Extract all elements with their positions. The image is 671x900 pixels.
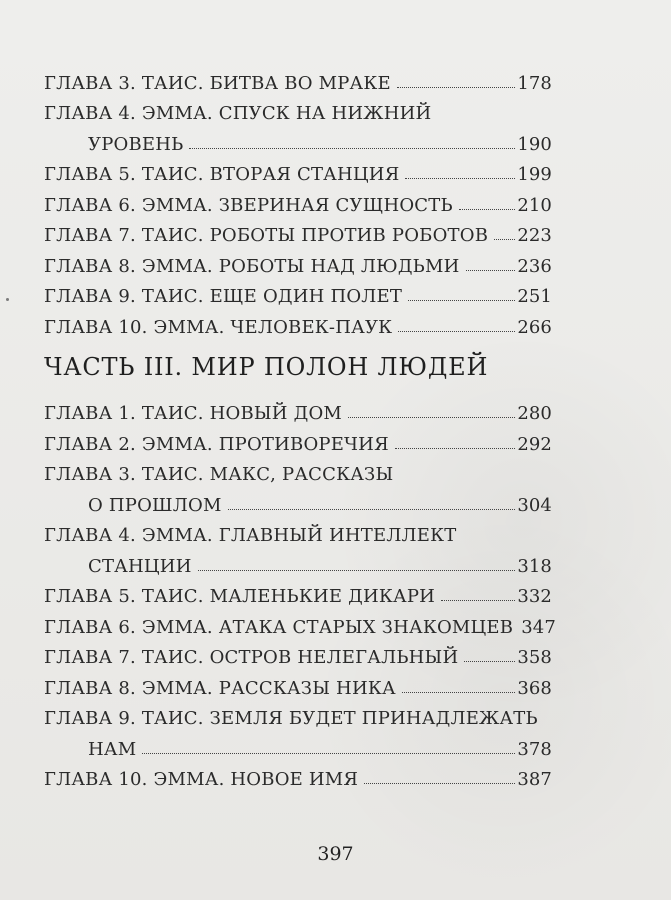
toc-entry-label: О ПРОШЛОМ [88,494,222,516]
dot-leader [402,692,516,693]
toc-entry-label: ГЛАВА 8. ЭММА. РАССКАЗЫ НИКА [44,677,396,699]
toc-entry-page: 223 [517,225,552,246]
dot-leader [464,661,515,662]
toc-entry-label: ГЛАВА 5. ТАИС. МАЛЕНЬКИЕ ДИКАРИ [44,586,436,607]
toc-entry-label: УРОВЕНЬ [88,133,184,155]
dot-leader [142,753,515,754]
toc-entry-page: 251 [517,286,552,307]
toc-entry-5 [44,215,552,246]
toc-entry-page: 332 [517,586,552,607]
table-of-contents [44,62,556,790]
toc-entry-label: СТАНЦИИ [88,555,192,577]
toc-entry-page: 378 [517,738,552,760]
toc-entry-2-line-1 [44,93,552,124]
toc-entry-label: ГЛАВА 9. ТАИС. ЕЩЕ ОДИН ПОЛЕТ [44,286,403,307]
part3-entry-5 [44,576,552,607]
toc-entry-page: 280 [517,403,552,424]
toc-entry-label: ГЛАВА 5. ТАИС. ВТОРАЯ СТАНЦИЯ [44,164,400,185]
toc-entry-page: 318 [517,555,552,577]
toc-entry-2-line-2 [44,123,552,154]
dot-leader [348,417,515,418]
part3-entry-8 [44,667,552,698]
toc-entry-1 [44,62,552,93]
part3-entry-1 [44,393,552,424]
print-speck [6,298,9,301]
toc-entry-label: ГЛАВА 6. ЭММА. АТАКА СТАРЫХ ЗНАКОМЦЕВ [44,616,514,638]
dot-leader [494,239,515,240]
dot-leader [405,178,515,179]
dot-leader [364,783,515,784]
dot-leader [397,87,515,88]
dot-leader [395,448,516,449]
part3-entry-2 [44,423,552,454]
toc-entry-6 [44,245,552,276]
toc-entry-label: ГЛАВА 8. ЭММА. РОБОТЫ НАД ЛЮДЬМИ [44,255,460,277]
toc-entry-3 [44,154,552,185]
toc-entry-page: 266 [517,316,552,338]
toc-entry-page: 304 [517,494,552,516]
dot-leader [398,331,515,332]
part3-entry-9-line-2 [44,728,552,759]
toc-entry-page: 190 [517,133,552,155]
dot-leader [408,300,515,301]
toc-entry-label: ГЛАВА 1. ТАИС. НОВЫЙ ДОМ [44,403,343,424]
part3-entry-9-line-1 [44,698,552,729]
toc-entry-label: НАМ [88,738,137,760]
toc-entry-page: 292 [517,433,552,455]
page-number: 397 [317,843,354,865]
toc-entry-page: 236 [517,255,552,277]
toc-entry-label: ГЛАВА 6. ЭММА. ЗВЕРИНАЯ СУЩНОСТЬ [44,194,453,216]
toc-entry-4 [44,184,552,215]
part3-entry-6 [44,606,556,638]
toc-entry-7 [44,276,552,307]
dot-leader [441,600,515,601]
toc-entry-label: ГЛАВА 3. ТАИС. МАКС, РАССКАЗЫ [44,464,394,485]
toc-entry-page: 199 [517,164,552,185]
dot-leader [228,509,516,510]
toc-entry-label: ГЛАВА 7. ТАИС. ОСТРОВ НЕЛЕГАЛЬНЫЙ [44,647,459,668]
toc-entry-page: 210 [517,194,552,216]
toc-entry-label: ГЛАВА 10. ЭММА. НОВОЕ ИМЯ [44,769,359,790]
toc-entry-page: 387 [517,769,552,790]
toc-entry-page: 358 [517,647,552,668]
toc-entry-label: ГЛАВА 7. ТАИС. РОБОТЫ ПРОТИВ РОБОТОВ [44,225,489,246]
part3-entry-4-line-2 [44,545,552,576]
dot-leader [466,270,516,271]
section-heading: ЧАСТЬ III. МИР ПОЛОН ЛЮДЕЙ [44,352,489,381]
dot-leader [189,148,515,149]
toc-entry-label: ГЛАВА 10. ЭММА. ЧЕЛОВЕК-ПАУК [44,316,393,338]
toc-entry-label: ГЛАВА 9. ТАИС. ЗЕМЛЯ БУДЕТ ПРИНАДЛЕЖАТЬ [44,708,538,729]
toc-entry-label: ГЛАВА 3. ТАИС. БИТВА ВО МРАКЕ [44,72,391,94]
toc-entry-label: ГЛАВА 4. ЭММА. СПУСК НА НИЖНИЙ [44,103,432,124]
part3-entry-4-line-1 [44,515,552,546]
part3-entry-10 [44,759,552,790]
dot-leader [198,570,516,571]
part3-entry-7 [44,637,552,668]
toc-entry-label: ГЛАВА 2. ЭММА. ПРОТИВОРЕЧИЯ [44,433,389,455]
toc-entry-page: 368 [517,677,552,699]
toc-entry-8 [44,306,552,337]
part3-entry-3-line-2 [44,484,552,515]
toc-entry-page: 347 [521,616,556,638]
toc-entry-label: ГЛАВА 4. ЭММА. ГЛАВНЫЙ ИНТЕЛЛЕКТ [44,525,457,546]
dot-leader [459,209,516,210]
toc-entry-page: 178 [517,72,552,94]
part3-entry-3-line-1 [44,454,552,485]
